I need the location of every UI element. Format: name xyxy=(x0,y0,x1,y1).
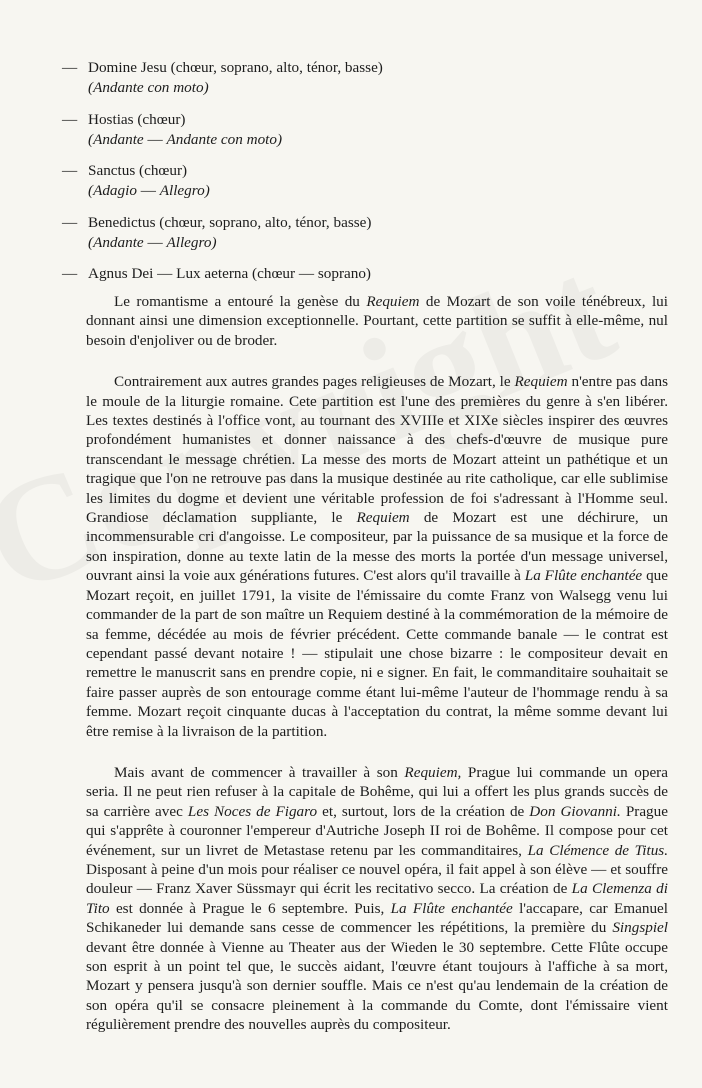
tempo-marking: Andante xyxy=(93,130,144,148)
movement-tempo: (Andante — Allegro) xyxy=(88,233,217,251)
movement-title: Agnus Dei — Lux aeterna (chœur — soprano) xyxy=(88,265,371,282)
body-text xyxy=(86,292,668,1057)
movement-item xyxy=(62,264,662,284)
movement-title: Domine Jesu (chœur, soprano, alto, ténor, basse) xyxy=(88,59,383,76)
movement-dash: — xyxy=(62,162,78,179)
movement-title: Sanctus (chœur) xyxy=(88,162,188,179)
movement-dash: — xyxy=(62,265,78,282)
movement-item xyxy=(62,58,662,98)
body-paragraph: Mais avant de commencer à travailler à son Requiem, Prague lui commande un opera seria. Il ne peut rien refuser à la capitale de Bohême, qui lui a offert les plus grands succès de sa carrière avec Les Noces de Figaro et, surtout, lors de la création de Don Giovanni. Prague qui s'apprête à couronner l'empereur d'Autriche Joseph II roi de Bohême. Il compose pour cet événement, sur un livret de Metastase retenu par les commanditaires, La Clémence de Titus. Disposant à peine d'un mois pour réaliser ce nouvel opéra, il fait appel à son élève — et souffre douleur — Franz Xaver Süssmayr qui écrit les recitativo secco. La création de La Clemenza di Tito est donnée à Prague le 6 septembre. Puis, La Flûte enchantée l'accapare, car Emanuel Schikaneder lui demande sans cesse de commencer les répétitions, la première du Singspiel devant être donnée à Vienne au Theater aus der Wieden le 30 septembre. Cette Flûte occupe son esprit à un point tel que, le succès aidant, l'œuvre étant toujours à l'affiche à sa mort, Mozart y pensera jusqu'à son dernier souffle. Mais ce n'est qu'au lendemain de la création de son opéra qu'il se consacre pleinement à la commande du Comte, dont l'émissaire vient régulièrement prendre des nouvelles auprès du compositeur. xyxy=(86,763,668,1034)
tempo-marking: Adagio xyxy=(93,182,137,199)
movement-list xyxy=(62,58,662,296)
movement-title: Hostias (chœur) xyxy=(88,110,186,128)
movement-tempo: (Andante con moto) xyxy=(88,79,209,96)
movement-item xyxy=(62,110,662,150)
movement-dash: — xyxy=(62,213,78,231)
movement-title: Benedictus (chœur, soprano, alto, ténor, basse) xyxy=(88,213,372,231)
movement-dash: — xyxy=(62,110,78,128)
movement-tempo: (Adagio — Allegro) xyxy=(88,182,210,199)
movement-item xyxy=(62,161,662,201)
tempo-marking: Allegro xyxy=(166,233,212,251)
movement-item xyxy=(62,213,662,253)
tempo-marking: Andante con moto xyxy=(166,130,277,148)
body-paragraph: Contrairement aux autres grandes pages religieuses de Mozart, le Requiem n'entre pas dans le moule de la liturgie romaine. Cete partition est l'une des premières du genre à s'en libérer. Les textes destinés à l'office vont, au tournant des XVIIIe et XIXe siècles inspirer des œuvres profondément humanistes et donner naissance à des chefs-d'œuvre de musique pure transcendant le message chrétien. La messe des morts de Mozart atteint un pathétique et un tragique que l'on ne retrouve pas dans la musique destinée au rite catholique, car elle sublimise les limites du dogme et devient une véritable profession de foi s'adressant à l'Homme seul. Grandiose déclamation suppliante, le Requiem de Mozart est une déchirure, un incommensurable cri d'angoisse. Le compositeur, par la puissance de sa musique et la force de son inspiration, donne au texte latin de la messe des morts la portée d'un message universel, ouvrant ainsi la voie aux générations futures. C'est alors qu'il travaille à La Flûte enchantée que Mozart reçoit, en juillet 1791, la visite de l'émissaire du comte Franz von Walsegg venu lui commander de la part de son maître un Requiem destiné à la commémoration de la mémoire de sa femme, décédée au mois de février précédent. Cette commande banale — le contrat est cependant passé devant notaire ! — stipulait une chose bizarre : le compositeur devait en remettre le manuscrit sans en prendre copie, ni e signer. En fait, le commanditaire souhaitait se faire passer auprès de son entourage comme étant lui-même l'auteur de l'hommage rendu à sa femme. Mozart reçoit cinquante ducas à l'acceptation du contrat, la même somme devant lui être remise à la livraison de la partition. xyxy=(86,373,668,740)
movement-tempo: (Andante — Andante con moto) xyxy=(88,130,283,148)
tempo-marking: Allegro xyxy=(159,182,205,199)
tempo-marking: Andante xyxy=(93,233,144,251)
movement-dash: — xyxy=(62,59,78,76)
body-paragraph: Le romantisme a entouré la genèse du Requiem de Mozart de son voile ténébreux, lui donnant ainsi une dimension exceptionnelle. Pourtant, cette partition se suffit à elle-même, nul besoin d'enjoliver ou de broder. xyxy=(86,293,668,349)
tempo-marking: Andante con moto xyxy=(93,79,204,96)
